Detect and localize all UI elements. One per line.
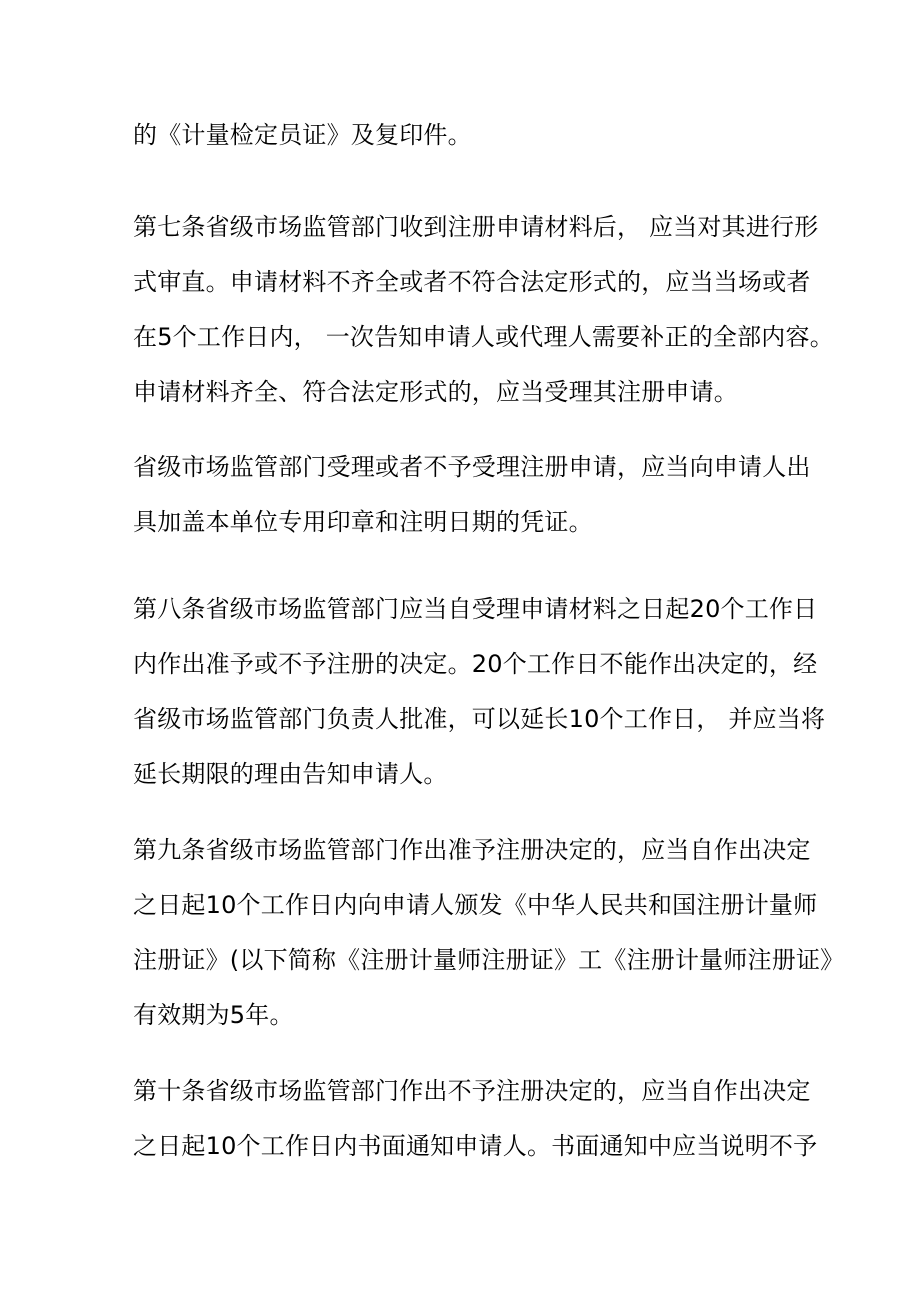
text-line: 有效期为5年。 — [133, 1001, 294, 1029]
text-line: 在5个工作日内， 一次告知申请人或代理人需要补正的全部内容。 — [133, 323, 834, 351]
text-line: 省级市场监管部门负责人批准，可以延长10个工作日， 并应当将 — [133, 705, 826, 733]
paragraph-article-9 — [133, 823, 845, 1043]
text-line: 申请材料齐全、符合法定形式的，应当受理其注册申请。 — [133, 378, 738, 406]
paragraph-article-10 — [133, 1064, 818, 1174]
paragraph-article-8 — [133, 582, 826, 802]
text-line: 之日起10个工作日内向申请人颁发《中华人民共和国注册计量师 — [133, 891, 818, 919]
text-line: 具加盖本单位专用印章和注明日期的凭证。 — [133, 508, 593, 536]
text-line: 第七条省级市场监管部门收到注册申请材料后， 应当对其进行形 — [133, 213, 819, 241]
paragraph-acceptance — [133, 440, 811, 550]
text-line: 的《计量检定员证》及复印件。 — [133, 121, 472, 149]
paragraph-article-7 — [133, 200, 834, 420]
paragraph-1 — [133, 108, 795, 163]
text-line: 内作出准予或不予注册的决定。20个工作日不能作出决定的，经 — [133, 650, 818, 678]
text-line: 省级市场监管部门受理或者不予受理注册申请，应当向申请人出 — [133, 453, 811, 481]
text-line: 式审直。申请材料不齐全或者不符合法定形式的，应当当场或者 — [133, 268, 811, 296]
text-line: 延长期限的理由告知申请人。 — [133, 760, 448, 788]
text-line: 注册证》(以下简称《注册计量师注册证》工《注册计量师注册证》 — [133, 946, 845, 974]
text-line: 第十条省级市场监管部门作出不予注册决定的，应当自作出决定 — [133, 1077, 811, 1105]
text-line: 第九条省级市场监管部门作出准予注册决定的，应当自作出决定 — [133, 836, 811, 864]
text-line: 第八条省级市场监管部门应当自受理申请材料之日起20个工作日 — [133, 595, 818, 623]
text-line: 之日起10个工作日内书面通知申请人。书面通知中应当说明不予 — [133, 1132, 818, 1160]
